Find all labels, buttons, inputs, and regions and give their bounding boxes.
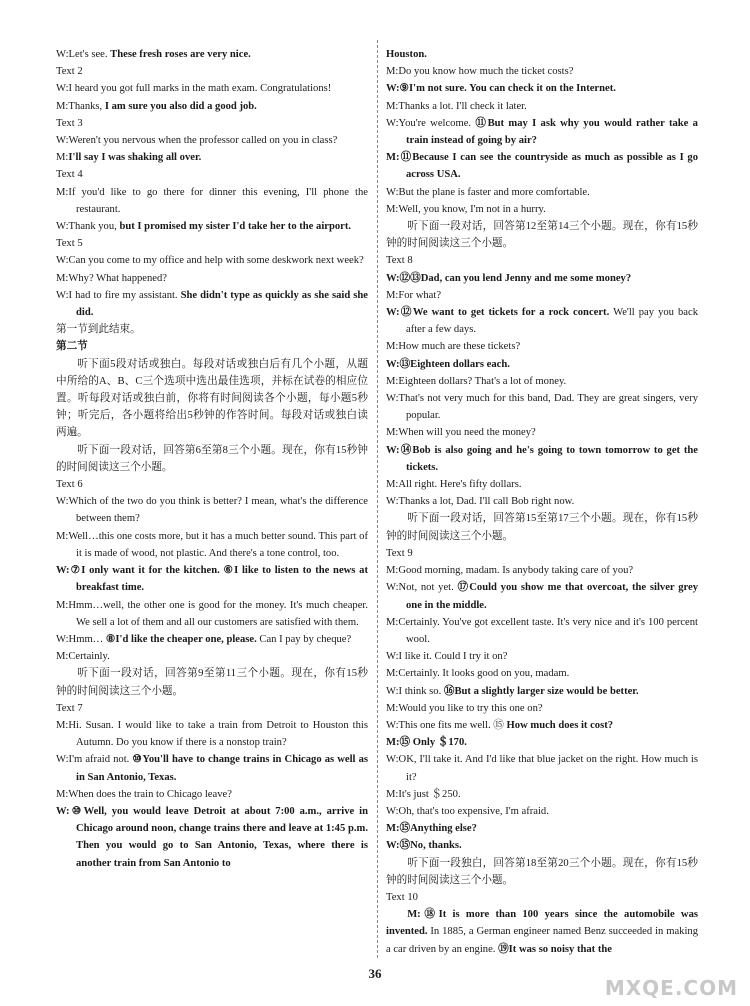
text-heading (56, 700, 368, 717)
bold-text: W:⑩Well, you would leave Detroit at about 7:00 a.m., arrive in Chicago around noon, change trains there and leave at 1:45 p.m. Then you would go to San Antonio, Texas, where there is another train from San Antonio to (56, 805, 368, 869)
dialogue-line (386, 98, 698, 115)
text-run: Text 10 (386, 891, 418, 903)
text-run: M:Well, you know, I'm not in a hurry. (386, 203, 546, 215)
instruction-paragraph (386, 906, 698, 958)
text-run: M:Certainly. You've got excellent taste. It's very nice and it's 100 percent wool. (386, 616, 698, 645)
dialogue-line (56, 252, 368, 269)
bold-text: W:⑫⑬Dad, can you lend Jenny and me some money? (386, 272, 632, 284)
dialogue-line (56, 98, 368, 115)
dialogue-line (56, 803, 368, 872)
bold-text: but I promised my sister I'd take her to the airport. (119, 221, 352, 233)
bold-text: I am sure you also did a good job. (104, 100, 257, 112)
text-run: Text 2 (56, 66, 83, 78)
watermark-logo: MXQE.COM (604, 976, 738, 1000)
text-run: W:I'm afraid not. (56, 754, 133, 766)
bold-text: 第二节 (56, 341, 88, 353)
text-run: M:It's just ＄250. (386, 788, 461, 800)
dialogue-line (386, 184, 698, 201)
dialogue-line (386, 287, 698, 304)
dialogue-line (56, 528, 368, 562)
bold-text: These fresh roses are very nice. (110, 49, 251, 60)
dialogue-line (386, 665, 698, 682)
bold-text: I'll say I was shaking all over. (68, 152, 202, 164)
text-run: M:For what? (386, 289, 442, 301)
instruction-paragraph (56, 665, 368, 699)
text-heading (56, 476, 368, 493)
text-run: M:When does the train to Chicago leave? (56, 788, 232, 800)
text-run: M:Hi. Susan. I would like to take a train from Detroit to Houston this Autumn. Do you know if there is a nonstop train? (56, 719, 368, 749)
dialogue-line (386, 717, 698, 734)
bold-text: ⑪But may I ask why you would rather take a train instead of going by air? (406, 117, 698, 147)
section-heading (56, 338, 368, 355)
dialogue-line (56, 562, 368, 596)
text-run: M:Thanks, (56, 100, 105, 112)
dialogue-line (386, 803, 698, 820)
bold-text: ⑰Could you show me that overcoat, the silver grey one in the middle. (406, 582, 698, 611)
text-run: W:Let's see. (56, 49, 111, 60)
text-run: W:Not, not yet. (386, 582, 458, 594)
text-run: W:This one fits me well. ⑮ (386, 719, 507, 731)
text-run: M:Why? What happened? (56, 272, 167, 284)
dialogue-line (56, 218, 368, 235)
dialogue-line (386, 786, 698, 803)
bold-text: ⑯But a slightly larger size would be better. (443, 685, 639, 697)
dialogue-line (56, 597, 368, 631)
text-run: M:Would you like to try this one on? (386, 702, 543, 714)
dialogue-line (56, 149, 368, 166)
instruction-paragraph (386, 855, 698, 889)
text-heading (56, 115, 368, 132)
instruction-paragraph (56, 442, 368, 476)
column-divider (377, 40, 378, 958)
text-heading (56, 166, 368, 183)
text-run: M:Certainly. (56, 651, 110, 663)
text-run: M:Good morning, madam. Is anybody taking care of you? (386, 565, 634, 577)
text-run: M:Well…this one costs more, but it has a much better sound. This part of it is made of wood, not plastic. And there's a tone control, too. (56, 530, 368, 559)
bold-text: W:⑦I only want it for the kitchen. ⑥I like to listen to the news at breakfast time. (56, 565, 368, 594)
page-number: 36 (368, 966, 382, 981)
text-run: M:Certainly. It looks good on you, madam. (386, 668, 570, 680)
text-run: W:That's not very much for this band, Dad. They are great singers, very popular. (386, 393, 698, 422)
text-run: Text 4 (56, 169, 83, 181)
dialogue-line (56, 46, 368, 63)
dialogue-line (386, 46, 698, 63)
bold-text: She didn't type as quickly as she said she did. (76, 289, 368, 319)
dialogue-line (386, 562, 698, 579)
dialogue-line (386, 390, 698, 424)
text-run: 听下面一段独白，回答第18至第20三个小题。现在，你有15秒钟的时间阅读这三个小题。 (386, 857, 698, 886)
text-run: Text 6 (56, 479, 83, 491)
text-run: M:How much are these tickets? (386, 341, 521, 353)
text-run: W:But the plane is faster and more comfortable. (386, 186, 590, 198)
text-run: M:When will you need the money? (386, 427, 536, 439)
dialogue-line (386, 493, 698, 510)
dialogue-line (386, 304, 698, 338)
text-run: W:Weren't you nervous when the professor called on you in class? (56, 135, 338, 147)
dialogue-line (386, 63, 698, 80)
bold-text: M:⑪Because I can see the countryside as much as possible as I go across USA. (386, 152, 698, 181)
bold-text: W:⑬Eighteen dollars each. (386, 358, 510, 370)
text-run: W:I think so. (386, 685, 444, 697)
dialogue-line (386, 579, 698, 613)
dialogue-line (386, 476, 698, 493)
dialogue-line (386, 700, 698, 717)
dialogue-line (56, 184, 368, 218)
instruction-paragraph (386, 510, 698, 544)
text-run: 听下面一段对话，回答第6至第8三个小题。现在，你有15秒钟的时间阅读这三个小题。 (56, 444, 368, 473)
dialogue-line (386, 614, 698, 648)
text-run: M:If you'd like to go there for dinner this evening, I'll phone the restaurant. (56, 186, 368, 215)
dialogue-line (56, 751, 368, 785)
dialogue-line (386, 373, 698, 390)
text-run: Text 7 (56, 702, 83, 714)
text-run: W:I like it. Could I try it on? (386, 651, 508, 663)
instruction-paragraph (386, 218, 698, 252)
instruction-paragraph (56, 356, 368, 442)
text-run: W:I had to fire my assistant. (56, 289, 181, 301)
text-run: W:Which of the two do you think is better? I mean, what's the difference between them? (56, 496, 368, 525)
text-run: 第一节到此结束。 (56, 324, 141, 336)
dialogue-line (56, 786, 368, 803)
dialogue-line (386, 270, 698, 287)
text-heading (56, 321, 368, 338)
text-run: In 1885, a German engineer named Benz succeeded in making a car driven by an engine. (386, 926, 698, 955)
dialogue-line (386, 442, 698, 476)
text-heading (386, 889, 698, 906)
text-run: W:Thanks a lot, Dad. I'll call Bob right now. (386, 496, 575, 508)
dialogue-line (386, 648, 698, 665)
text-heading (56, 63, 368, 80)
text-run: Text 3 (56, 117, 83, 129)
dialogue-line (56, 717, 368, 751)
text-run: W:Thank you, (56, 221, 120, 233)
bold-text: Houston. (386, 49, 427, 60)
dialogue-line (56, 80, 368, 97)
dialogue-line (386, 751, 698, 785)
bold-text: How much does it cost? (506, 719, 614, 731)
dialogue-line (386, 424, 698, 441)
dialogue-line (56, 493, 368, 527)
text-run: W:OK, I'll take it. And I'd like that blue jacket on the right. How much is it? (386, 754, 698, 783)
text-run: 听下面一段对话，回答第15至第17三个小题。现在，你有15秒钟的时间阅读这三个小题。 (386, 513, 698, 542)
dialogue-line (386, 115, 698, 149)
bold-text: W:⑮No, thanks. (386, 840, 462, 852)
left-column (56, 46, 368, 872)
bold-text: M:⑮ Only ＄170. (386, 737, 467, 749)
text-run: M:Hmm…well, the other one is good for the money. It's much cheaper. We sell a lot of them and all our customers are satisfied with them. (56, 599, 368, 628)
text-run: M:Eighteen dollars? That's a lot of money. (386, 375, 567, 387)
text-run: Text 8 (386, 255, 413, 267)
bold-text: ⑧I'd like the cheaper one, please. (105, 633, 257, 645)
text-run: 听下面一段对话，回答第9至第11三个小题。现在，你有15秒钟的时间阅读这三个小题。 (56, 668, 368, 697)
text-run: M:Thanks a lot. I'll check it later. (386, 100, 527, 112)
dialogue-line (386, 734, 698, 751)
dialogue-line (56, 287, 368, 321)
dialogue-line (56, 631, 368, 648)
bold-text: W:⑫We want to get tickets for a rock concert. (386, 307, 610, 319)
dialogue-line (386, 149, 698, 183)
dialogue-line (386, 837, 698, 854)
text-run: Text 9 (386, 547, 413, 559)
dialogue-line (386, 80, 698, 97)
dialogue-line (386, 820, 698, 837)
dialogue-line (56, 132, 368, 149)
text-run: M: (56, 152, 69, 164)
dialogue-line (386, 201, 698, 218)
text-run: W:You're welcome. (386, 117, 476, 129)
text-run: Can I pay by cheque? (256, 633, 352, 645)
bold-text: ⑩You'll have to change trains in Chicago as well as in San Antonio, Texas. (76, 754, 368, 783)
dialogue-line (56, 270, 368, 287)
text-run: M:All right. Here's fifty dollars. (386, 479, 522, 491)
bold-text: M:⑱It is more than 100 years since the automobile was invented. (386, 909, 698, 938)
text-run: W:Hmm… (56, 633, 106, 645)
dialogue-line (386, 356, 698, 373)
right-column (386, 46, 698, 958)
text-run: Text 5 (56, 238, 83, 250)
text-run: We'll pay you back after a few days. (406, 307, 699, 336)
bold-text: W:⑭Bob is also going and he's going to town tomorrow to get the tickets. (386, 444, 698, 473)
text-run: 听下面5段对话或独白。每段对话或独白后有几个小题，从题中所给的A、B、C三个选项中选出最佳选项，并标在试卷的相应位置。听每段对话或独白前，你将有时间阅读各个小题，每小题5秒钟；听完后，各小题将给出5秒钟的作答时间。每段对话或独白读两遍。 (56, 358, 368, 439)
bold-text: W:⑨I'm not sure. You can check it on the Internet. (386, 83, 616, 95)
dialogue-line (56, 648, 368, 665)
text-heading (386, 545, 698, 562)
bold-text: M:⑮Anything else? (386, 823, 477, 835)
text-run: 听下面一段对话，回答第12至第14三个小题。现在，你有15秒钟的时间阅读这三个小题。 (386, 221, 698, 250)
text-run: M:Do you know how much the ticket costs? (386, 66, 574, 78)
text-run: W:Oh, that's too expensive, I'm afraid. (386, 805, 549, 817)
text-run: W:I heard you got full marks in the math exam. Congratulations! (56, 83, 332, 95)
dialogue-line (386, 338, 698, 355)
text-heading (56, 235, 368, 252)
text-run: W:Can you come to my office and help with some deskwork next week? (56, 255, 364, 267)
bold-text: ⑲It was so noisy that the (498, 943, 612, 955)
dialogue-line (386, 683, 698, 700)
text-heading (386, 252, 698, 269)
